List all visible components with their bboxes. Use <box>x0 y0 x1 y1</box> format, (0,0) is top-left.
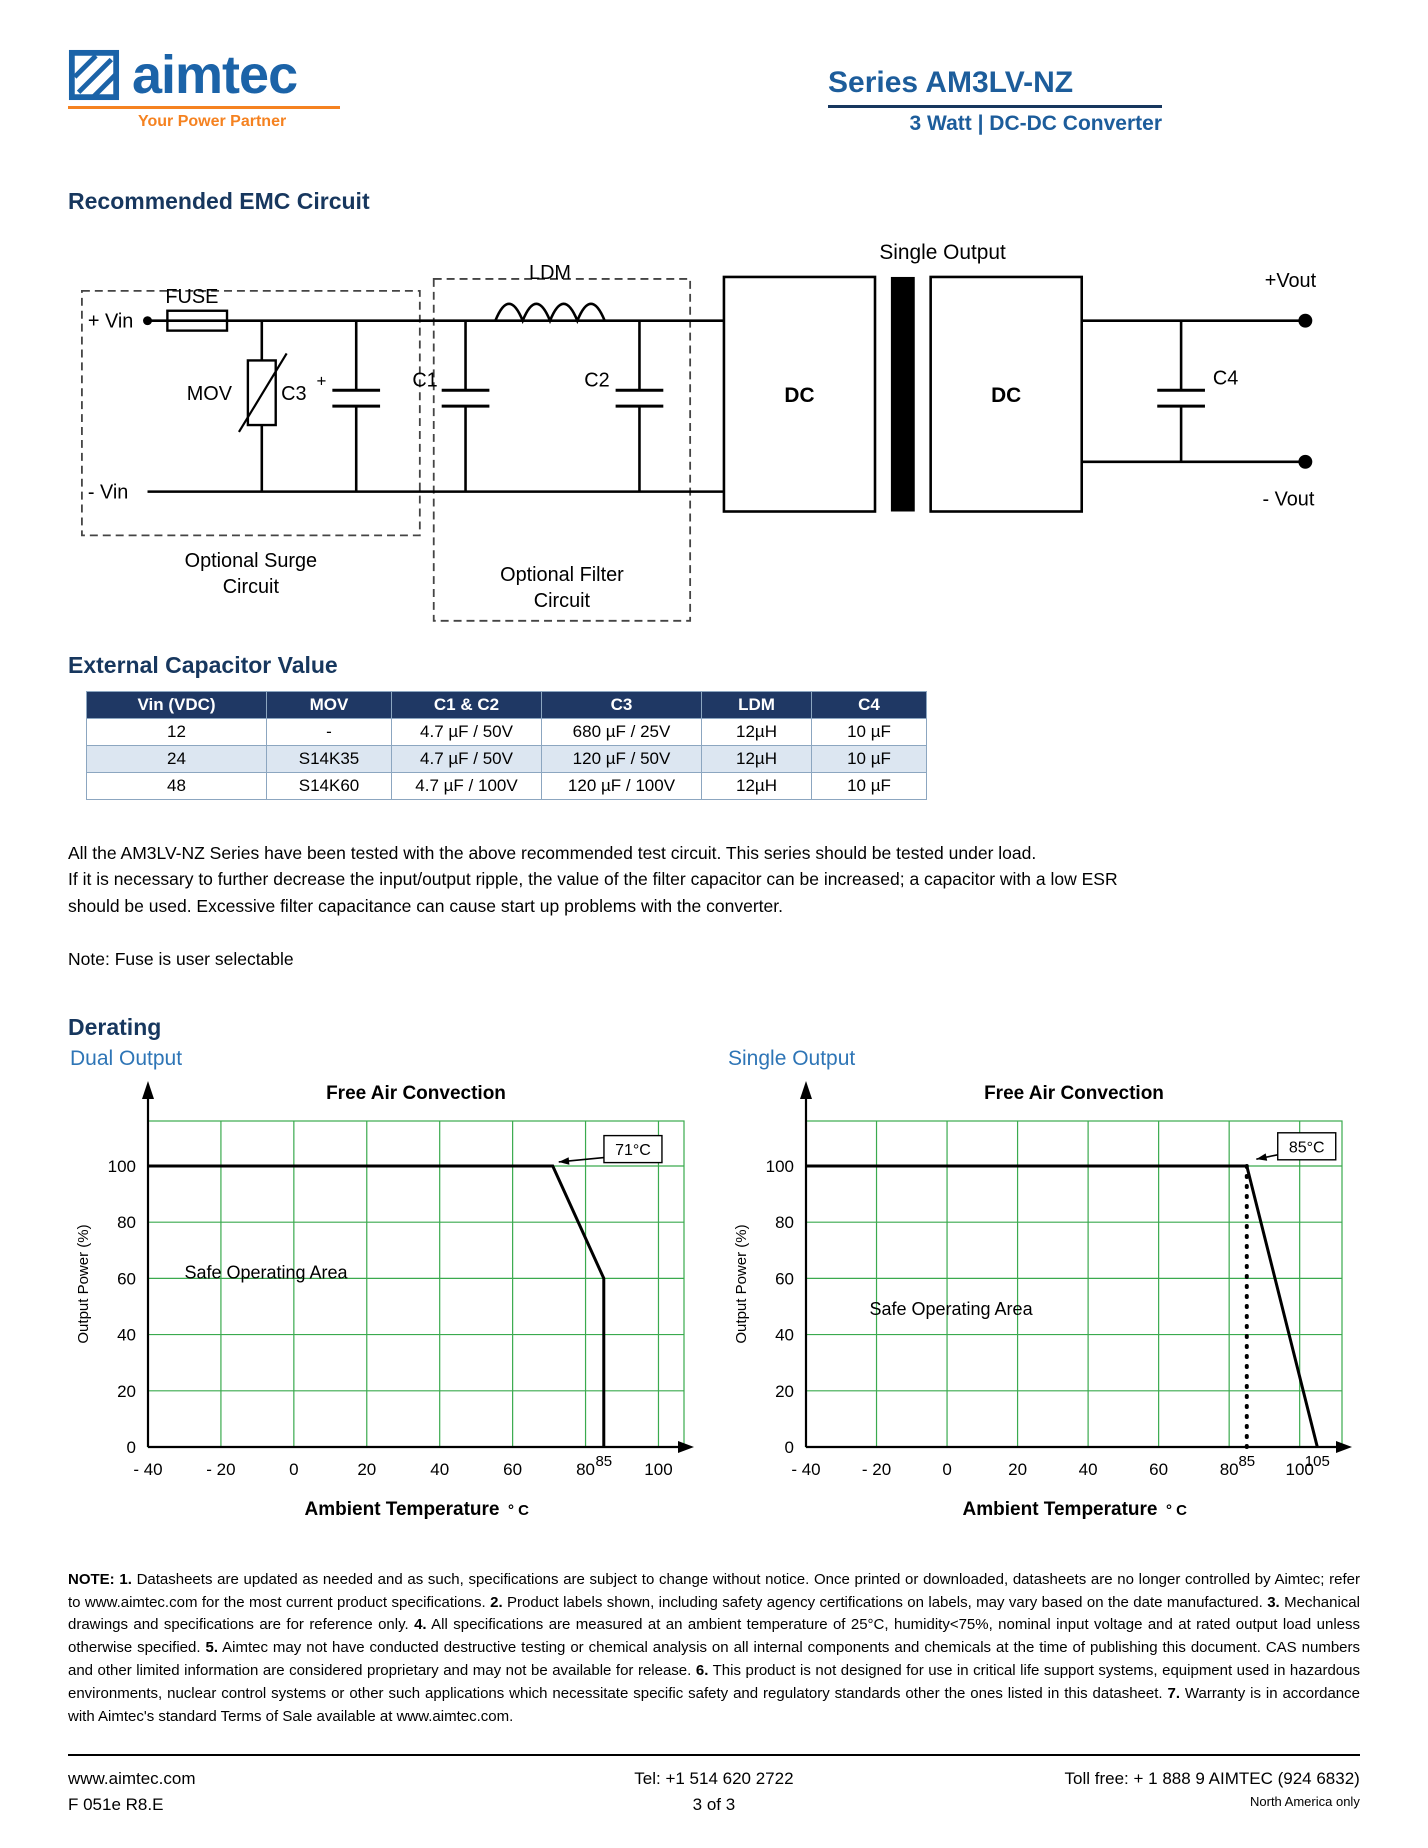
aimtec-logo-icon <box>68 49 120 101</box>
x-tick-label: - 40 <box>133 1459 163 1479</box>
text-line: If it is necessary to further decrease the input/output ripple, the value of the filter capacitor can be increased; a capacitor with a low ESR <box>68 869 1118 890</box>
x-axis-unit: ° C <box>1166 1501 1187 1519</box>
x-axis-unit: ° C <box>508 1501 529 1519</box>
label-dc-right: DC <box>991 384 1022 408</box>
x-tick-label-extra: 105 <box>1304 1452 1330 1470</box>
derating-chart-dual <box>68 1073 702 1535</box>
callout-arrow-head <box>1256 1153 1267 1160</box>
capacitor-c1 <box>442 390 490 406</box>
x-tick-label: 40 <box>1078 1459 1098 1479</box>
x-axis-arrow <box>678 1441 694 1453</box>
external-capacitor-table <box>86 691 927 800</box>
note-text-segment: All specifications are measured at an ambient temperature of 25°C, humidity<75%, nominal input voltage and at rated output load unless otherwise specified. <box>68 1616 1360 1657</box>
y-tick-label: 60 <box>117 1269 136 1289</box>
y-tick-label: 20 <box>117 1381 136 1401</box>
single-output-subheading: Single Output <box>728 1046 856 1070</box>
table-cell: 10 µF <box>812 773 927 800</box>
note-text-segment: Datasheets are updated as needed and as such, specifications are subject to change without notice. Once printed or downloaded, datasheets are no longer controlled by Aimtec; refer to www.aimtec.com for the most current product specifications. <box>68 1570 1361 1611</box>
derating-section-heading: Derating <box>68 1013 162 1040</box>
note-text-segment: Mechanical drawings and specifications are for reference only. <box>68 1593 1360 1634</box>
plot-border <box>806 1121 1342 1447</box>
y-tick-label: 100 <box>107 1156 136 1176</box>
note-number: 3. <box>1267 1593 1280 1611</box>
note-text-segment: This product is not designed for use in critical life support systems, equipment used in hazardous environments, nuclear control systems or other such applications which necessitate specific safety and regulatory standards other the ones listed in this datasheet. <box>68 1661 1360 1702</box>
page-header <box>68 45 1360 136</box>
x-tick-label: 40 <box>430 1459 450 1479</box>
table-cell: - <box>267 719 392 746</box>
label-single-output: Single Output <box>879 241 1006 265</box>
label-ldm: LDM <box>529 261 571 284</box>
y-axis-title: Output Power (%) <box>733 1224 750 1344</box>
label-c4: C4 <box>1212 367 1239 390</box>
derating-line <box>148 1166 604 1447</box>
footer-telephone: Tel: +1 514 620 2722 <box>634 1769 794 1789</box>
column-header: MOV <box>267 692 392 719</box>
derating-charts <box>68 1043 1360 1535</box>
label-filter-caption-2: Circuit <box>533 589 591 612</box>
footnotes <box>68 1569 1360 1729</box>
label-vin-minus: - Vin <box>87 481 129 504</box>
table-cell: 10 µF <box>812 746 927 773</box>
x-tick-label: 60 <box>1149 1459 1169 1479</box>
label-filter-caption-1: Optional Filter <box>500 564 624 587</box>
label-c3: C3 <box>281 383 307 406</box>
capacitor-section-heading: External Capacitor Value <box>68 652 338 678</box>
callout-arrow-head <box>559 1157 570 1165</box>
x-tick-label-extra: 85 <box>595 1452 613 1470</box>
series-subtitle: 3 Watt | DC-DC Converter <box>909 112 1162 135</box>
table-header-row <box>87 692 927 719</box>
footer-website: www.aimtec.com <box>68 1769 196 1789</box>
table-cell: 48 <box>87 773 267 800</box>
table-row <box>87 746 927 773</box>
column-header: LDM <box>702 692 812 719</box>
table-cell: 24 <box>87 746 267 773</box>
y-axis-title: Output Power (%) <box>75 1224 92 1344</box>
table-cell: S14K35 <box>267 746 392 773</box>
vout-minus-terminal <box>1298 455 1312 469</box>
safe-operating-area-label: Safe Operating Area <box>869 1298 1033 1319</box>
label-vout-minus: - Vout <box>1262 488 1315 511</box>
x-tick-label: 0 <box>289 1459 299 1479</box>
capacitor-c4 <box>1157 390 1205 406</box>
label-c3-polarity: + <box>316 371 327 391</box>
fuse-note: Note: Fuse is user selectable <box>68 948 294 969</box>
derating-chart-single <box>726 1073 1360 1535</box>
x-tick-label: 20 <box>1008 1459 1028 1479</box>
footer-page-number: 3 of 3 <box>692 1794 736 1814</box>
title-block <box>828 66 1162 136</box>
x-tick-label: 60 <box>503 1459 523 1479</box>
note-number: 6. <box>695 1661 709 1679</box>
label-fuse: FUSE <box>165 285 219 308</box>
note-text-segment: Product labels shown, including safety agency certifications on labels, may vary based on the date manufactured. <box>502 1593 1268 1611</box>
vout-plus-terminal <box>1298 314 1312 328</box>
x-tick-label: 80 <box>1219 1459 1239 1479</box>
dual-output-chart-column <box>68 1043 702 1535</box>
y-tick-label: 60 <box>775 1269 794 1289</box>
aimtec-logo-text: aimtec <box>132 45 298 105</box>
x-axis-arrow <box>1336 1441 1352 1453</box>
x-tick-label: - 40 <box>791 1459 821 1479</box>
label-c2: C2 <box>584 369 610 392</box>
y-tick-label: 40 <box>117 1325 136 1345</box>
capacitor-c2 <box>616 390 664 406</box>
label-dc-left: DC <box>784 384 815 408</box>
label-c1: C1 <box>412 369 438 392</box>
chart-title: Free Air Convection <box>326 1082 506 1104</box>
table-cell: 12 <box>87 719 267 746</box>
footer-tollfree: Toll free: + 1 888 9 AIMTEC (924 6832) <box>1064 1769 1360 1789</box>
footer-doc-ref: F 051e R8.E <box>68 1794 164 1814</box>
safe-operating-area-label: Safe Operating Area <box>184 1262 348 1283</box>
chart-title: Free Air Convection <box>984 1082 1164 1104</box>
table-cell: 10 µF <box>812 719 927 746</box>
label-vout-plus: +Vout <box>1264 269 1317 292</box>
vin-plus-terminal <box>143 316 152 325</box>
y-tick-label: 40 <box>775 1325 794 1345</box>
table-cell: 12µH <box>702 719 812 746</box>
logo-tagline: Your Power Partner <box>138 113 287 130</box>
callout-label: 85°C <box>1288 1139 1325 1157</box>
y-tick-label: 80 <box>117 1212 136 1232</box>
column-header: C4 <box>812 692 927 719</box>
x-tick-label: 0 <box>942 1459 952 1479</box>
y-axis-arrow <box>142 1081 154 1099</box>
note-number: 4. <box>414 1616 427 1634</box>
y-tick-label: 80 <box>775 1212 794 1232</box>
x-tick-label-extra: 85 <box>1238 1452 1256 1470</box>
label-vin-plus: + Vin <box>87 310 134 333</box>
text-line: should be used. Excessive filter capacitance can cause start up problems with the converter. <box>68 895 783 916</box>
label-surge-caption-2: Circuit <box>222 575 280 598</box>
x-tick-label: 20 <box>357 1459 377 1479</box>
series-title: Series AM3LV-NZ <box>828 66 1162 108</box>
y-tick-label: 0 <box>126 1437 136 1457</box>
text-line: All the AM3LV-NZ Series have been tested with the above recommended test circuit. This series should be tested under load. <box>68 843 1037 863</box>
table-cell: 4.7 µF / 50V <box>392 719 542 746</box>
logo-block <box>68 45 408 131</box>
note-number: NOTE: 1. <box>68 1570 132 1588</box>
inductor-ldm <box>495 304 604 321</box>
single-output-chart-column <box>726 1043 1360 1535</box>
note-text-segment: Aimtec may not have conducted destructive testing or chemical analysis on all internal components and chemicals at the time of publishing this document. CAS numbers and other limited information are considered proprietary and may not be available for release. <box>68 1639 1360 1679</box>
transformer-bar <box>891 277 915 512</box>
footer-region: North America only <box>1250 1793 1360 1809</box>
table-cell: 4.7 µF / 50V <box>392 746 542 773</box>
label-surge-caption-1: Optional Surge <box>184 550 318 573</box>
table-cell: 120 µF / 100V <box>542 773 702 800</box>
x-tick-label: 80 <box>576 1459 596 1479</box>
x-tick-label: - 20 <box>206 1459 236 1479</box>
y-axis-arrow <box>800 1081 812 1099</box>
emc-circuit-diagram <box>68 231 1360 631</box>
x-axis-title: Ambient Temperature <box>962 1498 1158 1520</box>
column-header: Vin (VDC) <box>87 692 267 719</box>
x-axis-title: Ambient Temperature <box>304 1498 500 1520</box>
table-row <box>87 773 927 800</box>
x-tick-label: 100 <box>1285 1459 1314 1479</box>
dual-output-subheading: Dual Output <box>70 1046 183 1070</box>
note-number: 5. <box>205 1639 218 1657</box>
x-tick-label: - 20 <box>861 1459 892 1479</box>
table-cell: 4.7 µF / 100V <box>392 773 542 800</box>
table-cell: 120 µF / 50V <box>542 746 702 773</box>
y-tick-label: 20 <box>775 1381 794 1401</box>
table-row <box>87 719 927 746</box>
y-tick-label: 100 <box>765 1156 794 1176</box>
logo-orange-rule <box>68 106 340 109</box>
page-footer <box>68 1754 1360 1817</box>
note-number: 2. <box>490 1593 503 1611</box>
body-text <box>68 840 1360 919</box>
callout-label: 71°C <box>615 1141 651 1159</box>
capacitor-c3 <box>332 390 380 406</box>
note-text-segment: Warranty is in accordance with Aimtec's standard Terms of Sale available at www.aimtec.com. <box>68 1684 1360 1725</box>
emc-section-heading: Recommended EMC Circuit <box>68 188 370 214</box>
column-header: C3 <box>542 692 702 719</box>
label-mov: MOV <box>186 383 232 406</box>
y-tick-label: 0 <box>784 1437 794 1457</box>
table-cell: 680 µF / 25V <box>542 719 702 746</box>
x-tick-label: 100 <box>644 1459 673 1479</box>
column-header: C1 & C2 <box>392 692 542 719</box>
note-number: 7. <box>1167 1684 1180 1702</box>
table-cell: S14K60 <box>267 773 392 800</box>
table-cell: 12µH <box>702 773 812 800</box>
table-cell: 12µH <box>702 746 812 773</box>
